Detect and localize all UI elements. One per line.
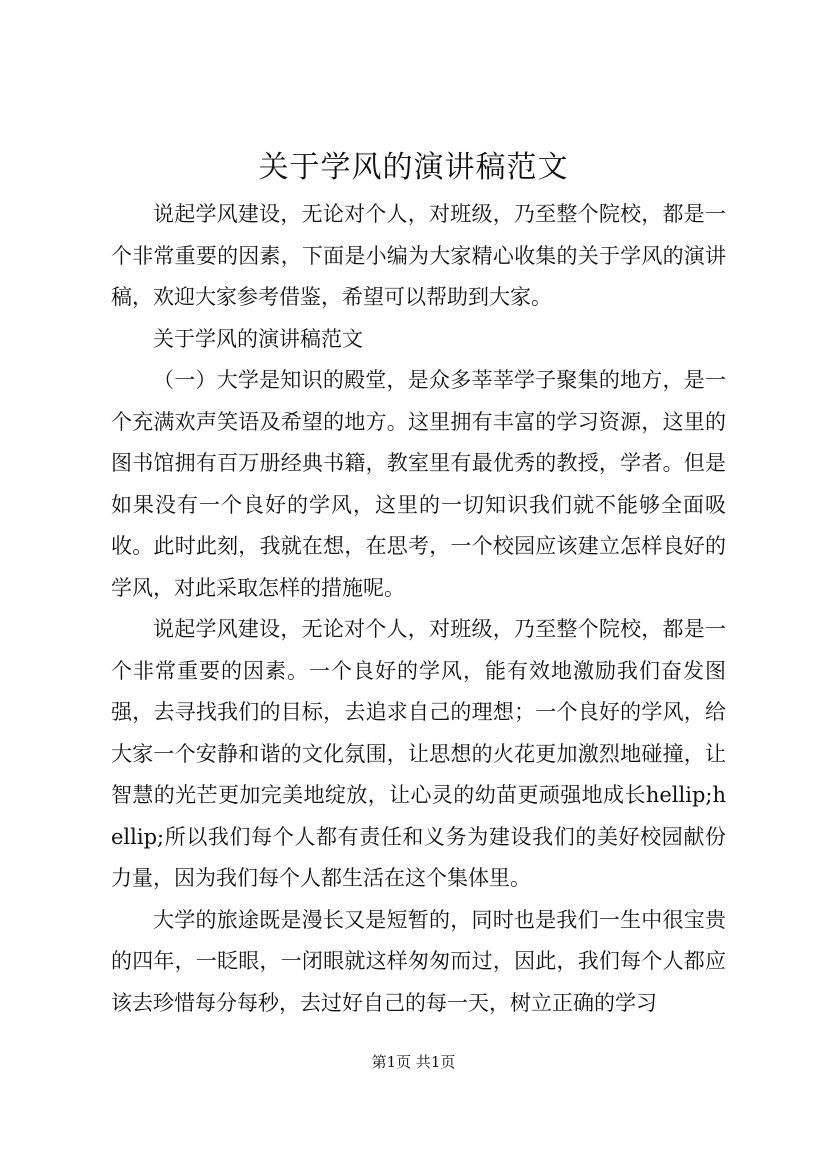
- document-body: [111, 194, 726, 1024]
- paragraph-3: 大学的旅途既是漫长又是短暂的，同时也是我们一生中很宝贵的四年，一眨眼，一闭眼就这样匆匆而过，因此，我们每个人都应该去珍惜每分每秒，去过好自己的每一天，树立正确的学习: [111, 907, 726, 1015]
- paragraph-subtitle: 关于学风的演讲稿范文: [153, 326, 363, 351]
- page-title: 关于学风的演讲稿范文: [258, 150, 569, 185]
- paragraph-intro: 说起学风建设，无论对个人，对班级，乃至整个院校，都是一个非常重要的因素，下面是小编为大家精心收集的关于学风的演讲稿，欢迎大家参考借鉴，希望可以帮助到大家。: [111, 202, 726, 309]
- paragraph-1: （一）大学是知识的殿堂，是众多莘莘学子聚集的地方，是一个充满欢声笑语及希望的地方。这里拥有丰富的学习资源，这里的图书馆拥有百万册经典书籍，教室里有最优秀的教授，学者。但是如果没有一个良好的学风，这里的一切知识我们就不能够全面吸收。此时此刻，我就在想，在思考，一个校园应该建立怎样良好的学风，对此采取怎样的措施呢。: [111, 368, 726, 600]
- page-footer: 第1页 共1页: [371, 1053, 456, 1071]
- paragraph-2: 说起学风建设，无论对个人，对班级，乃至整个院校，都是一个非常重要的因素。一个良好的学风，能有效地激励我们奋发图强，去寻找我们的目标，去追求自己的理想；一个良好的学风，给大家一个安静和谐的文化氛围，让思想的火花更加激烈地碰撞，让智慧的光芒更加完美地绽放，让心灵的幼苗更顽强地成长hellip;hellip;所以我们每个人都有责任和义务为建设我们的美好校园献份力量，因为我们每个人都生活在这个集体里。: [111, 617, 726, 890]
